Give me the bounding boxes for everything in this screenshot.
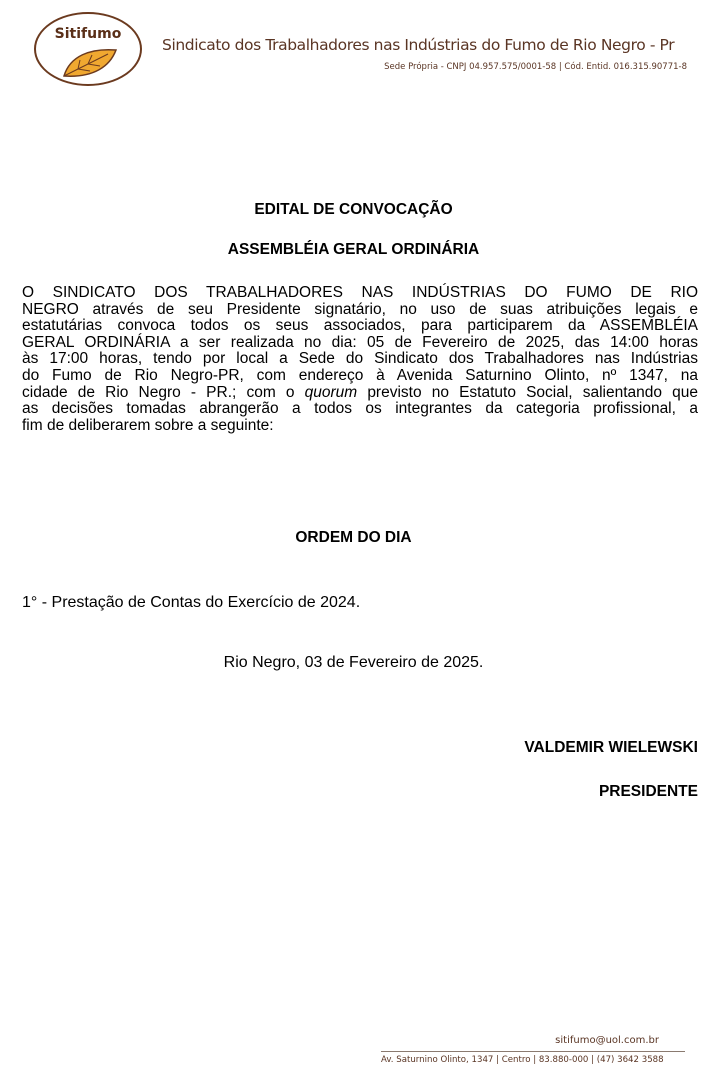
paragraph-line: NEGRO através de seu Presidente signatário, no uso de suas atribuições legais e <box>22 300 698 318</box>
paragraph-line: do Fumo de Rio Negro-PR, com endereço à Avenida Saturnino Olinto, nº 1347, na <box>22 366 698 384</box>
signatory-name: VALDEMIR WIELEWSKI <box>524 739 698 756</box>
text: previsto no Estatuto Social, salientando que <box>357 383 698 401</box>
document-subtitle: ASSEMBLÉIA GERAL ORDINÁRIA <box>227 241 480 258</box>
paragraph-line: GERAL ORDINÁRIA a ser realizada no dia: 05 de Fevereiro de 2025, das 14:00 horas <box>22 333 698 351</box>
text: cidade de Rio Negro - PR.; com o <box>22 383 305 401</box>
footer-divider <box>381 1051 685 1052</box>
footer-address: Av. Saturnino Olinto, 1347 | Centro | 83.880-000 | (47) 3642 3588 <box>381 1055 664 1065</box>
sitifumo-logo <box>34 12 142 86</box>
paragraph-line: estatutárias convoca todos os seus associados, para participarem da ASSEMBLÉIA <box>22 317 698 335</box>
paragraph-line: as decisões tomadas abrangerão a todos os integrantes da categoria profissional, a <box>22 400 698 418</box>
paragraph-line: às 17:00 horas, tendo por local a Sede do Sindicato dos Trabalhadores nas Indústrias <box>22 350 698 368</box>
agenda-item: 1° - Prestação de Contas do Exercício de 2024. <box>22 594 361 611</box>
quorum-term: quorum <box>304 383 358 401</box>
document-title: EDITAL DE CONVOCAÇÃO <box>254 201 453 218</box>
logo-text: Sitifumo <box>54 26 122 42</box>
registration-info: Sede Própria - CNPJ 04.957.575/0001-58 | Cód. Entid. 016.315.90771-8 <box>384 62 687 72</box>
signatory-role: PRESIDENTE <box>598 783 698 800</box>
footer-email: sitifumo@uol.com.br <box>555 1035 659 1046</box>
tobacco-leaf-icon <box>60 46 120 80</box>
place-date: Rio Negro, 03 de Fevereiro de 2025. <box>223 654 484 671</box>
paragraph-line: fim de deliberarem sobre a seguinte: <box>22 416 274 434</box>
paragraph-line: O SINDICATO DOS TRABALHADORES NAS INDÚSTRIAS DO FUMO DE RIO <box>22 284 698 301</box>
convocation-paragraph <box>22 285 698 434</box>
organization-name: Sindicato dos Trabalhadores nas Indústrias do Fumo de Rio Negro - Pr <box>162 36 675 54</box>
agenda-title: ORDEM DO DIA <box>295 529 412 546</box>
paragraph-line <box>22 385 698 402</box>
